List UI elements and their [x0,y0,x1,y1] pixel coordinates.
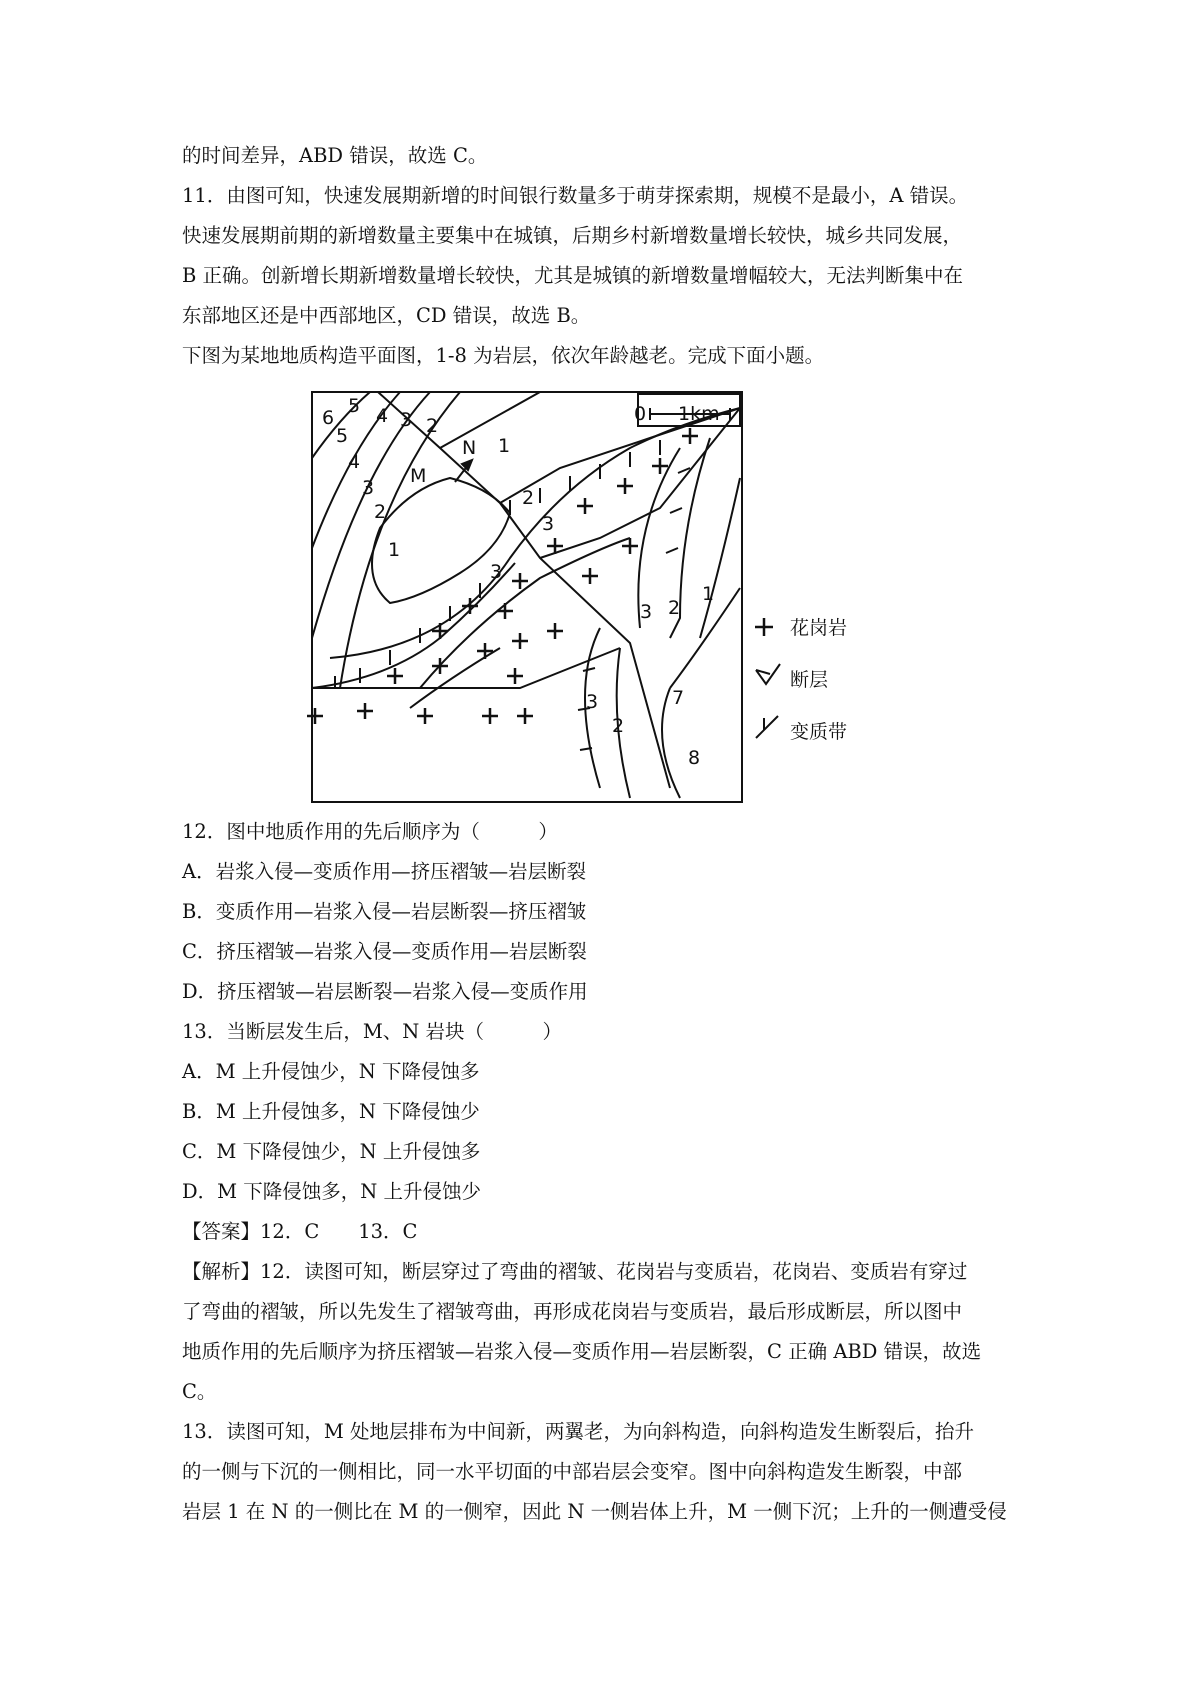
layer-label: 2 [612,715,625,737]
layer-label: 3 [362,477,375,499]
question-13-option-c: C．M 下降侵蚀少，N 上升侵蚀多 [182,1140,481,1163]
layer-label: 2 [426,415,439,437]
geologic-map-figure [300,388,900,808]
text-line: 东部地区还是中西部地区，CD 错误，故选 B。 [182,304,591,327]
analysis-line: 的一侧与下沉的一侧相比，同一水平切面的中部岩层会变窄。图中向斜构造发生断裂，中部 [182,1460,963,1483]
question-12-option-b: B．变质作用—岩浆入侵—岩层断裂—挤压褶皱 [182,900,587,923]
layer-label: 2 [374,501,387,523]
question-12-option-d: D．挤压褶皱—岩层断裂—岩浆入侵—变质作用 [182,980,588,1003]
analysis-line: 岩层 1 在 N 的一侧比在 M 的一侧窄，因此 N 一侧岩体上升，M 一侧下沉；上升的一侧遭受侵 [182,1500,1007,1523]
question-12-option-c: C．挤压褶皱—岩浆入侵—变质作用—岩层断裂 [182,940,587,963]
block-label-m: M [410,465,427,487]
north-label: N [462,437,477,459]
layer-label: 8 [688,747,701,769]
layer-label: 3 [542,513,555,535]
layer-label: 2 [522,487,535,509]
question-13-stem: 13．当断层发生后，M、N 岩块（ ） [182,1020,563,1043]
text-line: 的时间差异，ABD 错误，故选 C。 [182,144,488,167]
analysis-line: C。 [182,1380,217,1403]
layer-label: 1 [498,435,511,457]
text-line: B 正确。创新增长期新增数量增长较快，尤其是城镇的新增数量增幅较大，无法判断集中在 [182,264,964,287]
layer-label: 4 [376,405,389,427]
analysis-line: 13．读图可知，M 处地层排布为中间新，两翼老，为向斜构造，向斜构造发生断裂后，抬升 [182,1420,974,1443]
layer-label: 2 [668,597,681,619]
text-line: 11．由图可知，快速发展期新增的时间银行数量多于萌芽探索期，规模不是最小，A 错误。 [182,184,969,207]
layer-label: 1 [702,583,715,605]
layer-label: 3 [640,601,653,623]
analysis-line: 地质作用的先后顺序为挤压褶皱—岩浆入侵—变质作用—岩层断裂，C 正确 ABD 错误，故选 [182,1340,982,1363]
layer-label: 7 [672,687,685,709]
layer-label: 5 [336,425,349,447]
analysis-line: 了弯曲的褶皱，所以先发生了褶皱弯曲，再形成花岗岩与变质岩，最后形成断层，所以图中 [182,1300,963,1323]
metamorphic-zone-icon [756,716,778,738]
scale-label-km: 1km [678,403,720,425]
text-line: 下图为某地地质构造平面图，1-8 为岩层，依次年龄越老。完成下面小题。 [182,344,825,367]
question-12-option-a: A．岩浆入侵—变质作用—挤压褶皱—岩层断裂 [182,860,587,883]
layer-label: 3 [586,691,599,713]
layer-label: 4 [348,451,361,473]
geologic-map-svg [300,388,900,808]
answer-line: 【答案】12．C 13．C [182,1220,418,1243]
legend-label-metamorphic: 变质带 [790,721,848,743]
question-12-stem: 12．图中地质作用的先后顺序为（ ） [182,820,558,843]
question-13-option-b: B．M 上升侵蚀多，N 下降侵蚀少 [182,1100,480,1123]
layer-label: 6 [322,407,335,429]
layer-label: 1 [388,539,401,561]
legend-label-fault: 断层 [790,669,829,691]
layer-label: 5 [348,395,361,417]
granite-plus-icon [755,618,773,636]
analysis-line: 【解析】12．读图可知，断层穿过了弯曲的褶皱、花岗岩与变质岩，花岗岩、变质岩有穿过 [182,1260,968,1283]
question-13-option-a: A．M 上升侵蚀少，N 下降侵蚀多 [182,1060,480,1083]
question-13-option-d: D．M 下降侵蚀多，N 上升侵蚀少 [182,1180,482,1203]
legend-label-granite: 花岗岩 [790,617,848,639]
layer-label: 3 [400,409,413,431]
text-line: 快速发展期前期的新增数量主要集中在城镇，后期乡村新增数量增长较快，城乡共同发展， [182,224,963,247]
scale-label-zero: 0 [634,403,647,425]
layer-label: 3 [490,561,503,583]
